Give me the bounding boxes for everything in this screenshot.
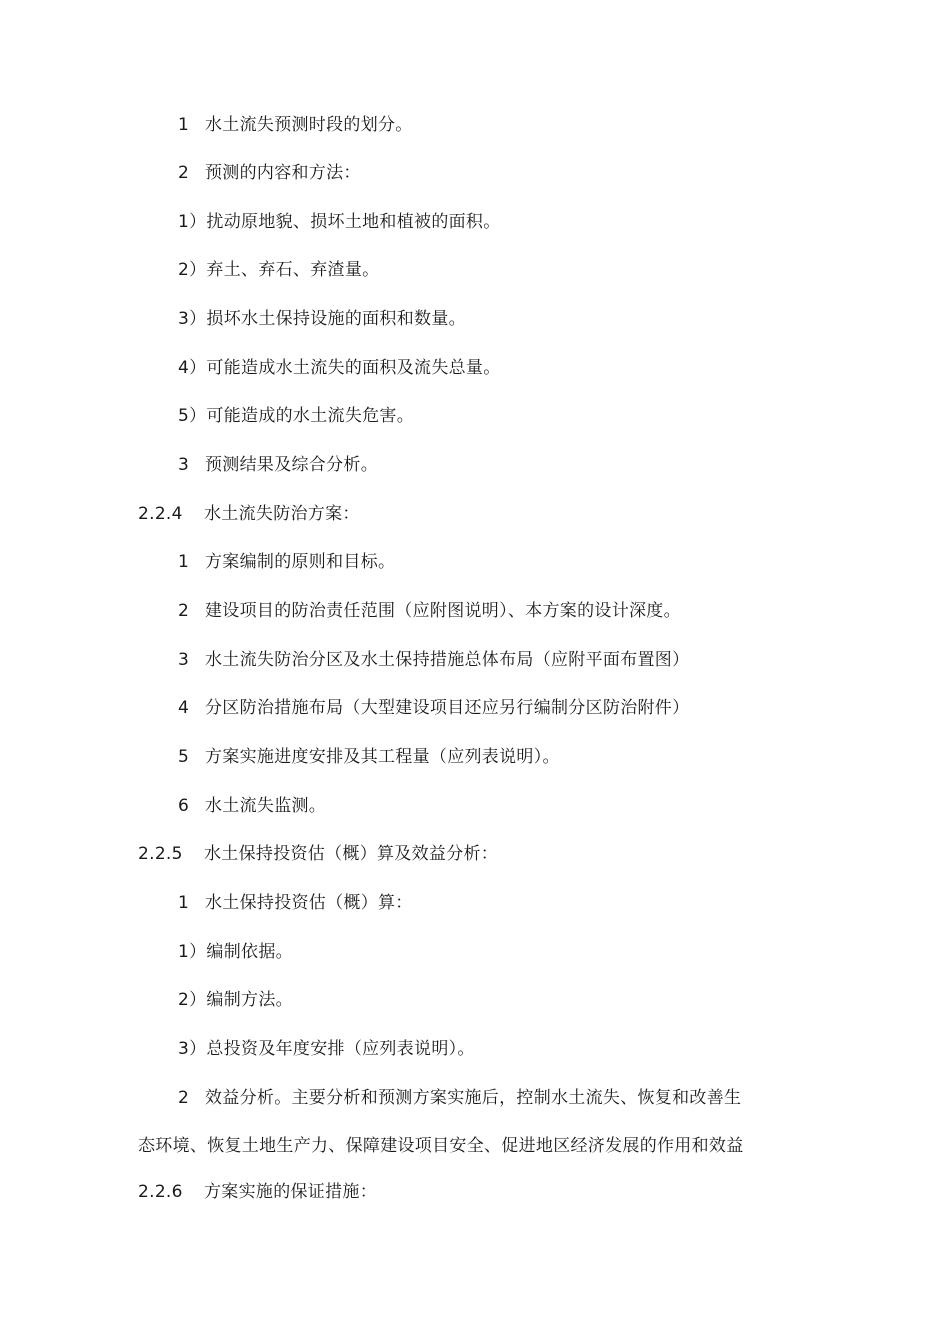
item-number: 3	[178, 455, 190, 475]
item-number: 4	[178, 698, 190, 718]
item-text: 水土流失预测时段的划分。	[205, 115, 413, 135]
list-item	[178, 211, 501, 233]
item-number: 2	[178, 1088, 190, 1108]
item-text: 方案实施进度安排及其工程量（应列表说明）。	[205, 747, 560, 767]
section-title: 水土流失防治方案：	[204, 504, 360, 524]
item-number: 2	[178, 601, 190, 621]
list-item	[178, 259, 379, 281]
item-text: 态环境、恢复土地生产力、保障建设项目安全、促进地区经济发展的作用和效益	[138, 1136, 744, 1156]
item-number: 3）	[178, 309, 207, 329]
item-text: 可能造成水土流失的面积及流失总量。	[206, 358, 501, 378]
item-number: 2）	[178, 260, 207, 280]
list-item	[178, 697, 689, 719]
list-item	[178, 454, 378, 476]
section-heading	[138, 1181, 377, 1203]
item-text: 水土流失防治分区及水土保持措施总体布局（应附平面布置图）	[205, 650, 690, 670]
section-number: 2.2.6	[138, 1182, 183, 1202]
list-item	[178, 551, 395, 573]
item-text: 建设项目的防治责任范围（应附图说明）、本方案的设计深度。	[205, 601, 681, 621]
item-text: 预测的内容和方法：	[205, 163, 361, 183]
item-number: 1	[178, 893, 190, 913]
item-text: 总投资及年度安排（应列表说明）。	[206, 1039, 475, 1059]
section-number: 2.2.5	[138, 844, 183, 864]
item-text: 编制方法。	[206, 990, 293, 1010]
list-item	[178, 405, 414, 427]
item-text: 水土保持投资估（概）算：	[205, 893, 413, 913]
list-item	[178, 795, 326, 817]
item-text: 预测结果及综合分析。	[205, 455, 378, 475]
list-item	[178, 1087, 741, 1109]
list-item	[178, 600, 681, 622]
list-item	[178, 892, 413, 914]
item-text: 效益分析。主要分析和预测方案实施后，控制水土流失、恢复和改善生	[205, 1088, 742, 1108]
paragraph-continuation	[138, 1135, 744, 1157]
item-text: 扰动原地貌、损坏土地和植被的面积。	[206, 212, 501, 232]
item-number: 1	[178, 552, 190, 572]
list-item	[178, 649, 689, 671]
item-text: 方案编制的原则和目标。	[205, 552, 396, 572]
item-text: 分区防治措施布局（大型建设项目还应另行编制分区防治附件）	[205, 698, 690, 718]
item-text: 水土流失监测。	[205, 796, 327, 816]
item-number: 1）	[178, 212, 207, 232]
list-item	[178, 989, 293, 1011]
item-number: 4）	[178, 358, 207, 378]
item-text: 损坏水土保持设施的面积和数量。	[206, 309, 466, 329]
section-title: 水土保持投资估（概）算及效益分析：	[204, 844, 499, 864]
section-number: 2.2.4	[138, 504, 183, 524]
list-item	[178, 1038, 475, 1060]
list-item	[178, 746, 560, 768]
item-number: 2）	[178, 990, 207, 1010]
list-item	[178, 941, 293, 963]
item-number: 1	[178, 115, 190, 135]
item-text: 可能造成的水土流失危害。	[206, 406, 415, 426]
item-number: 6	[178, 796, 190, 816]
list-item	[178, 308, 466, 330]
section-title: 方案实施的保证措施：	[204, 1182, 377, 1202]
item-number: 5）	[178, 406, 207, 426]
item-number: 2	[178, 163, 190, 183]
item-text: 编制依据。	[206, 942, 293, 962]
item-number: 3	[178, 650, 190, 670]
section-heading	[138, 503, 360, 525]
list-item	[178, 162, 361, 184]
item-number: 5	[178, 747, 190, 767]
list-item	[178, 114, 413, 136]
item-number: 3）	[178, 1039, 207, 1059]
section-heading	[138, 843, 498, 865]
list-item	[178, 357, 501, 379]
item-text: 弃土、弃石、弃渣量。	[206, 260, 380, 280]
item-number: 1）	[178, 942, 207, 962]
